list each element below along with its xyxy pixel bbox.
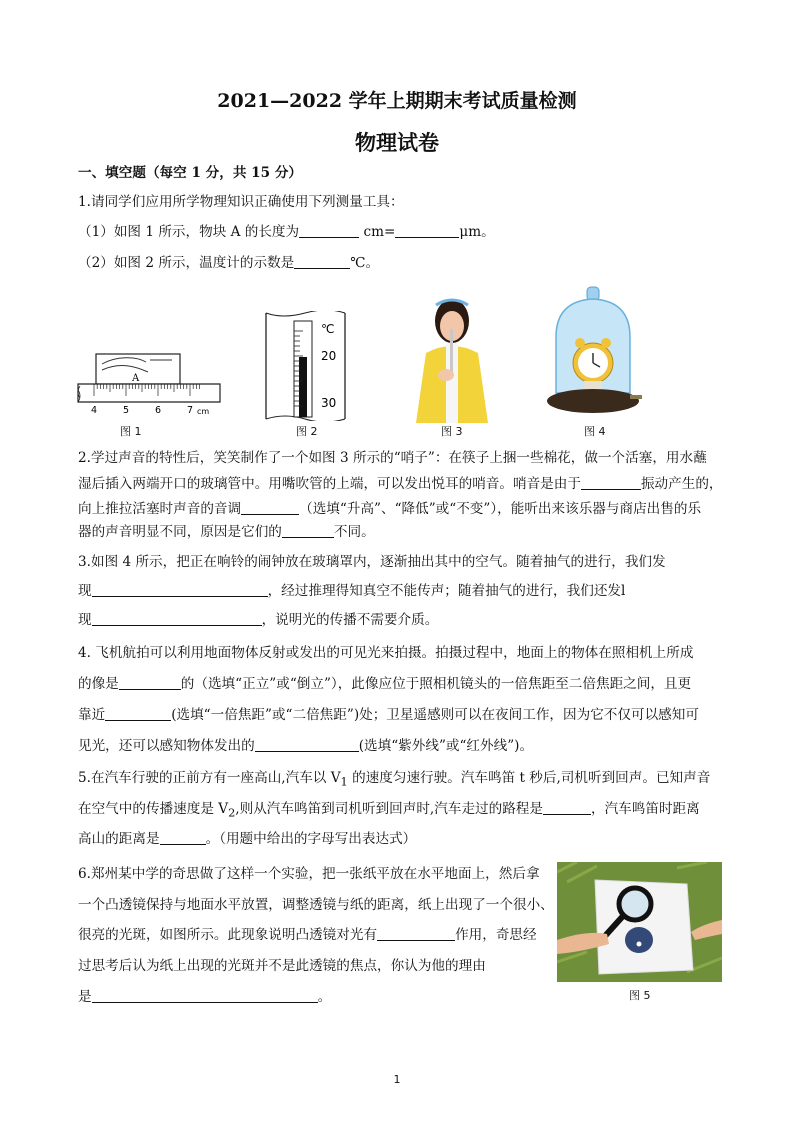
mercury-column	[299, 357, 307, 417]
q5-text: 的速度匀速行驶。汽车鸣笛 t 秒后,司机听到回声。已知声音	[347, 770, 711, 786]
q1-part1-text-c: μm。	[459, 224, 495, 240]
answer-blank[interactable]	[92, 988, 318, 1003]
answer-blank[interactable]	[294, 254, 350, 269]
bell-jar-photo	[544, 285, 644, 421]
q6-line-3	[78, 925, 548, 945]
q2-line-3	[78, 499, 718, 519]
answer-blank[interactable]	[241, 500, 299, 515]
q4-text: (选填“紫外线”或“红外线”)。	[358, 738, 534, 754]
thermometer-figure	[263, 311, 349, 421]
q6-line-1: 6.郑州某中学的奇思做了这样一个实验，把一张纸平放在水平地面上，然后拿	[78, 866, 540, 882]
q4-line-2	[78, 674, 718, 694]
q2-line-1: 2.学过声音的特性后，笑笑制作了一个如图 3 所示的“哨子”：在筷子上捆一些棉花，做一个活塞，用水蘸	[78, 450, 707, 466]
answer-blank[interactable]	[105, 706, 171, 721]
answer-blank[interactable]	[299, 223, 359, 238]
q6-line-5	[78, 987, 548, 1007]
q4-line-4	[78, 736, 718, 756]
thermometer-tick-label: 30	[321, 396, 337, 410]
fig3-caption: 图 3	[441, 425, 463, 438]
ruler-figure	[76, 352, 222, 420]
q1-part2-text-a: （2）如图 2 所示，温度计的示数是	[78, 255, 295, 271]
ruler-tick-label: 6	[155, 405, 162, 416]
q5-subscript: 2	[228, 805, 236, 820]
q6-line-2: 一个凸透镜保持与地面水平放置，调整透镜与纸的距离，纸上出现了一个很小、	[78, 897, 554, 913]
q1-part1-text-a: （1）如图 1 所示，物块 A 的长度为	[78, 224, 300, 240]
q5-text: ，汽车鸣笛时距离	[591, 801, 700, 817]
q6-text: 是	[78, 989, 92, 1005]
q2-text: 器的声音明显不同，原因是它们的	[78, 524, 282, 540]
q5-text: ,则从汽车鸣笛到司机听到回声时,汽车走过的路程是	[235, 801, 543, 817]
q4-text: 的像是	[78, 676, 119, 692]
bright-spot	[637, 942, 642, 947]
answer-blank[interactable]	[395, 223, 459, 238]
q6-text: 。	[317, 989, 332, 1005]
answer-blank[interactable]	[282, 523, 334, 538]
q4-text: 见光，还可以感知物体发出的	[78, 738, 255, 754]
clock-bell	[575, 338, 585, 348]
q3-line-3	[78, 610, 718, 630]
answer-blank[interactable]	[581, 475, 641, 490]
thermometer-top	[266, 311, 345, 316]
thermometer-unit: ℃	[321, 322, 335, 336]
q5-text: 。（用题中给出的字母写出表达式）	[205, 831, 417, 847]
ruler-tick-label: 5	[123, 405, 130, 416]
q4-line-1: 4. 飞机航拍可以利用地面物体反射或发出的可见光来拍摄。拍摄过程中，地面上的物体在照相机上所成	[78, 645, 694, 661]
q5-text: 高山的距离是	[78, 831, 160, 847]
q4-text: (选填“一倍焦距”或“二倍焦距”)处；卫星遥感则可以在夜间工作，因为它不仅可以感知可	[171, 707, 699, 723]
q4-text: 靠近	[78, 707, 106, 723]
q1-part1	[78, 222, 718, 242]
clock-bell	[601, 338, 611, 348]
q2-text: 振动产生的，	[640, 476, 723, 492]
q6-text: 很亮的光斑，如图所示。此现象说明凸透镜对光有	[78, 927, 378, 943]
q3-line-1: 3.如图 4 所示，把正在响铃的闹钟放在玻璃罩内，逐渐抽出其中的空气。随着抽气的进行，我们发	[78, 554, 666, 570]
thermometer-tick-label: 20	[321, 349, 337, 363]
whistle-tube	[450, 329, 453, 375]
q3-text: ，经过推理得知真空不能传声；随着抽气的进行，我们还发l	[267, 583, 626, 599]
answer-blank[interactable]	[255, 737, 359, 752]
q3-line-2	[78, 581, 718, 601]
q1-part2	[78, 253, 718, 273]
shadow-spot	[625, 927, 653, 953]
q2-text: 向上推拉活塞时声音的音调	[78, 501, 242, 517]
q2-text: 不同。	[333, 524, 375, 540]
fig2-caption: 图 2	[296, 425, 318, 438]
q3-text: 现	[78, 583, 92, 599]
answer-blank[interactable]	[377, 926, 455, 941]
jar-base	[547, 389, 639, 413]
q6-text: 作用，奇思经	[455, 927, 537, 943]
air-valve	[630, 395, 642, 399]
q3-text: ，说明光的传播不需要介质。	[261, 612, 439, 628]
ruler-body	[78, 384, 220, 402]
answer-blank[interactable]	[160, 830, 206, 845]
ruler-unit: cm	[197, 407, 210, 416]
q5-line-3	[78, 829, 718, 849]
page-number: 1	[393, 1073, 401, 1086]
fig4-caption: 图 4	[584, 425, 606, 438]
answer-blank[interactable]	[119, 675, 181, 690]
section-heading: 一、填空题（每空 1 分，共 15 分）	[78, 165, 303, 181]
magnifier-lens	[619, 888, 651, 920]
hand	[438, 369, 454, 381]
ruler-tick-label: 4	[91, 405, 98, 416]
q5-line-2	[78, 799, 718, 823]
exam-title: 2021—2022 学年上期期末考试质量检测	[217, 90, 577, 112]
q5-subscript: 1	[340, 774, 348, 789]
fig1-caption: 图 1	[120, 425, 142, 438]
girl-whistle-photo	[408, 291, 498, 423]
q6-line-4: 过思考后认为纸上出现的光斑并不是此透镜的焦点，你认为他的理由	[78, 958, 486, 974]
q2-text: 湿后插入两端开口的玻璃管中。用嘴吹管的上端，可以发出悦耳的哨音。哨音是由于	[78, 476, 581, 492]
q1-part2-text-b: ℃。	[350, 255, 380, 271]
answer-blank[interactable]	[92, 611, 262, 626]
q4-line-3	[78, 705, 718, 725]
q5-text: 5.在汽车行驶的正前方有一座高山,汽车以 V	[78, 770, 341, 786]
q2-line-4	[78, 522, 718, 542]
fig5-caption: 图 5	[629, 989, 651, 1002]
q2-text: （选填“升高”、“降低”或“不变”），能听出来该乐器与商店出售的乐	[299, 501, 702, 517]
lens-focus-photo	[557, 862, 722, 982]
q3-text: 现	[78, 612, 92, 628]
q2-line-2	[78, 474, 723, 494]
answer-blank[interactable]	[92, 582, 268, 597]
q1-stem: 1.请同学们应用所学物理知识正确使用下列测量工具：	[78, 194, 404, 210]
answer-blank[interactable]	[543, 800, 591, 815]
q5-text: 在空气中的传播速度是 V	[78, 801, 229, 817]
block-label: A	[132, 373, 140, 384]
q4-text: 的（选填“正立”或“倒立”），此像应位于照相机镜头的一倍焦距至二倍焦距之间，且更	[180, 676, 692, 692]
exam-subtitle: 物理试卷	[355, 130, 439, 155]
q1-part1-text-b: cm=	[363, 224, 396, 240]
ruler-tick-label: 7	[187, 405, 194, 416]
q5-line-1	[78, 768, 718, 792]
